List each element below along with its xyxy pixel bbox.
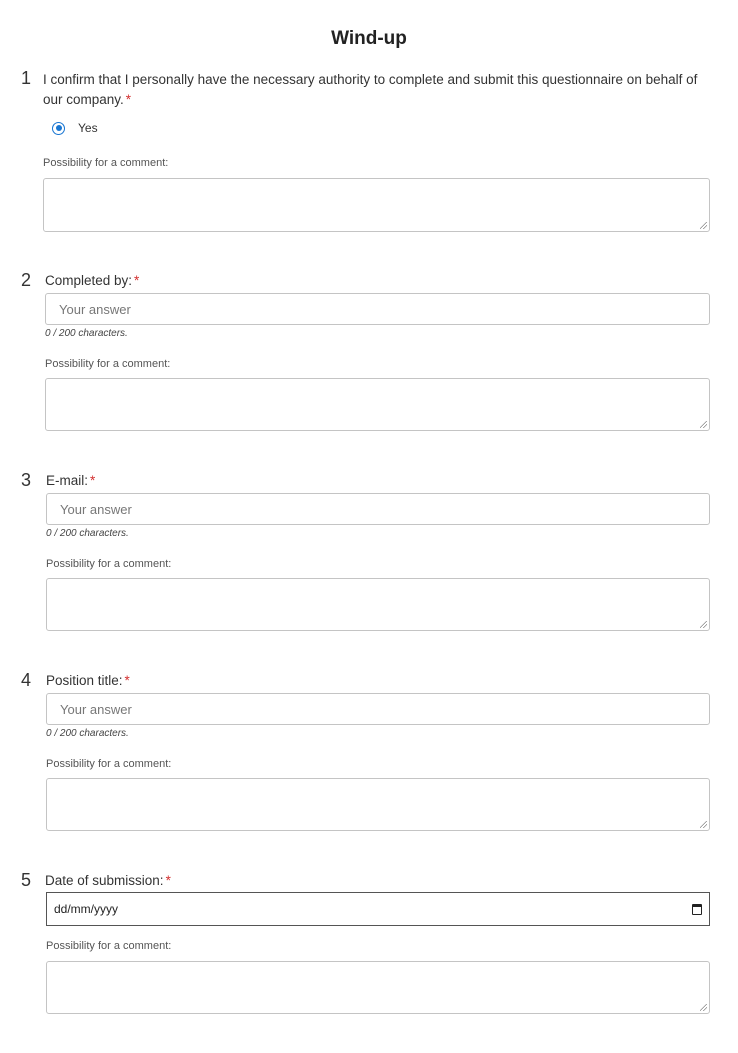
- question-text: Position title:: [46, 673, 123, 688]
- page-title: Wind-up: [331, 28, 407, 49]
- resize-handle-icon[interactable]: [700, 222, 707, 229]
- comment-textarea[interactable]: [46, 578, 710, 631]
- radio-label: Yes: [78, 121, 98, 135]
- required-asterisk: *: [134, 273, 140, 288]
- radio-button-selected[interactable]: [52, 122, 65, 135]
- character-counter: 0 / 200 characters.: [46, 728, 129, 739]
- comment-label: Possibility for a comment:: [45, 358, 171, 370]
- email-input[interactable]: [46, 493, 710, 525]
- comment-label: Possibility for a comment:: [46, 758, 172, 770]
- question-number: 5: [21, 870, 32, 890]
- question-label: [45, 871, 171, 891]
- question-text: Completed by:: [45, 273, 133, 288]
- resize-handle-icon[interactable]: [700, 621, 707, 628]
- question-number: 3: [21, 470, 32, 490]
- question-number: 4: [21, 670, 32, 690]
- question-label: [43, 70, 713, 110]
- position-title-input[interactable]: [46, 693, 710, 725]
- character-counter: 0 / 200 characters.: [45, 328, 128, 339]
- resize-handle-icon[interactable]: [700, 821, 707, 828]
- comment-textarea[interactable]: [46, 961, 710, 1014]
- comment-textarea[interactable]: [43, 178, 710, 232]
- question-number: 2: [21, 270, 32, 290]
- required-asterisk: *: [124, 673, 130, 688]
- resize-handle-icon[interactable]: [700, 421, 707, 428]
- question-text: E-mail:: [46, 473, 89, 488]
- question-text: I confirm that I personally have the necessary authority to complete and submit this questionnaire on behalf of our company.: [43, 72, 698, 107]
- question-number: 1: [21, 68, 32, 88]
- required-asterisk: *: [125, 92, 132, 107]
- character-counter: 0 / 200 characters.: [46, 528, 129, 539]
- date-placeholder: dd/mm/yyyy: [54, 902, 119, 916]
- radio-option-yes[interactable]: [52, 121, 98, 135]
- comment-textarea[interactable]: [46, 778, 710, 831]
- comment-label: Possibility for a comment:: [46, 558, 172, 570]
- date-of-submission-input[interactable]: [46, 892, 710, 926]
- required-asterisk: *: [90, 473, 96, 488]
- comment-textarea[interactable]: [45, 378, 710, 431]
- comment-label: Possibility for a comment:: [46, 940, 172, 952]
- calendar-icon[interactable]: [692, 904, 702, 915]
- question-text: Date of submission:: [45, 873, 164, 888]
- completed-by-input[interactable]: [45, 293, 710, 325]
- question-label: [46, 671, 130, 691]
- question-label: [46, 471, 95, 491]
- required-asterisk: *: [165, 873, 171, 888]
- comment-label: Possibility for a comment:: [43, 157, 169, 169]
- question-label: [45, 271, 139, 291]
- resize-handle-icon[interactable]: [700, 1004, 707, 1011]
